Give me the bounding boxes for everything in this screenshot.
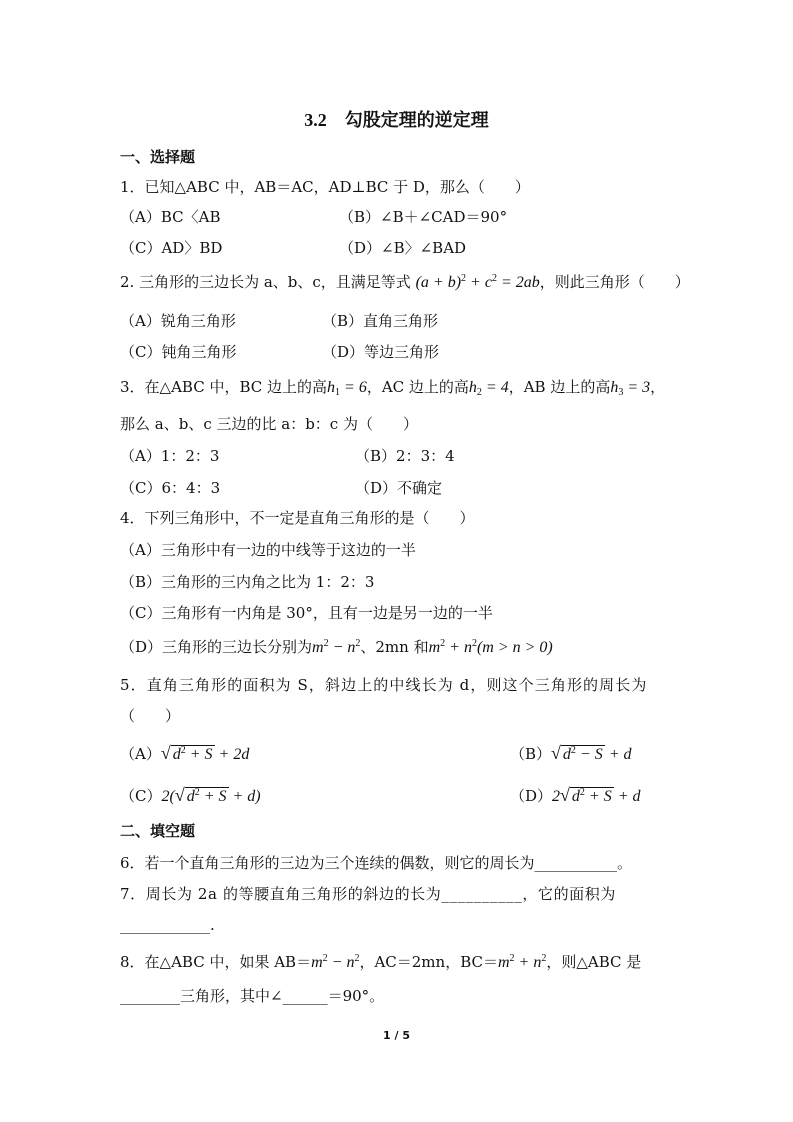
q3-option-d: （D）不确定 [355,479,443,497]
page-title [0,106,793,132]
q3-option-b: （B）2：3：4 [355,447,455,465]
q1-option-a: （A）BC〈AB [120,208,221,226]
q5-b-label: （B） [510,745,552,763]
q3-h1: $h_1 = 6$ [327,379,367,398]
q5-b-formula: √ $d^2 - S + d$ [551,743,632,763]
q8-p2: ，AC＝2mn，BC＝ [359,953,498,971]
q3-stem-line2: 那么 a、b、c 三边的比 a：b：c 为（ ） [120,415,418,433]
q8-line2: ________三角形，其中∠______＝90°。 [120,987,385,1005]
q1-option-c: （C）AD〉BD [120,239,223,257]
q4-d-formula1: $m^2 - n^2$ [312,638,361,656]
q5-d-label: （D） [510,787,553,805]
q1-option-b: （B）∠B＋∠CAD＝90° [339,208,508,226]
q8-line1 [120,952,641,973]
q4-d-pre: （D）三角形的三边长分别为 [120,638,313,656]
q3-h2: $h_2 = 4$ [468,379,509,398]
q3-option-c: （C）6：4：3 [120,479,221,497]
q3-part1: 3．在△ABC 中，BC 边上的高 [120,378,328,396]
q7-line1: 7．周长为 2a 的等腰直角三角形的斜边的长为__________，它的面积为 [120,885,616,903]
q2-option-b: （B）直角三角形 [322,312,439,330]
q5-paren: （ ） [120,707,181,725]
q8-p1: 8．在△ABC 中，如果 AB＝ [120,953,312,971]
q5-option-c [120,785,261,807]
q2-stem-pre: 2. 三角形的三边长为 a、b、c，且满足等式 [120,273,411,291]
q1-option-d: （D）∠B〉∠BAD [339,239,467,257]
q4-option-d [120,637,553,658]
q3-part3: ，AB 边上的高 [508,378,611,396]
q2-stem-post: ，则此三角形（ ） [539,273,690,291]
q8-p3: ，则△ABC 是 [546,953,642,971]
q4-option-a: （A）三角形中有一边的中线等于这边的一半 [120,541,416,559]
q7-line2: ____________. [120,916,215,934]
q4-option-b: （B）三角形的三内角之比为 1：2：3 [120,573,375,591]
q3-option-a: （A）1：2：3 [120,447,220,465]
q5-stem: 5．直角三角形的面积为 S，斜边上的中线长为 d，则这个三角形的周长为 [120,676,648,694]
section-choice-heading: 一、选择题 [120,148,196,166]
q8-formula1: $m^2 - n^2$ [311,953,360,971]
q5-c-label: （C） [120,787,162,805]
q2-stem [120,272,690,293]
q4-d-mid: 、2mn 和 [360,638,429,656]
q6-text: 6．若一个直角三角形的三边为三个连续的偶数，则它的周长为___________。 [120,854,633,872]
q4-d-formula2: $m^2 + n^2(m > n > 0)$ [428,638,553,656]
title-number: 3.2 [304,110,327,130]
q3-h3: $h_3 = 3$ [610,379,651,398]
q3-stem-line1 [120,377,665,398]
q5-a-formula: √ $d^2 + S + 2d$ [160,743,250,763]
q3-part4: ， [650,378,666,396]
q5-option-d [510,785,641,807]
q5-d-formula: 2√ $d^2 + S + d$ [552,785,641,805]
title-text: 勾股定理的逆定理 [344,110,489,131]
q2-option-d: （D）等边三角形 [322,343,440,361]
q1-stem: 1．已知△ABC 中，AB＝AC，AD⊥BC 于 D，那么（ ） [120,178,530,196]
q2-option-c: （C）钝角三角形 [120,343,237,361]
section-fill-heading: 二、填空题 [120,822,196,840]
q4-option-c: （C）三角形有一内角是 30°，且有一边是另一边的一半 [120,604,493,622]
q5-a-label: （A） [120,745,161,763]
q5-option-a [120,743,249,765]
q5-option-b [510,743,632,765]
q4-stem: 4．下列三角形中，不一定是直角三角形的是（ ） [120,509,475,527]
q5-c-formula: 2(√ $d^2 + S + d$) [161,785,261,805]
q3-part2: ，AC 边上的高 [366,378,469,396]
q2-option-a: （A）锐角三角形 [120,312,236,330]
q8-formula2: $m^2 + n^2$ [497,953,547,971]
q2-formula: $(a + b)^2 + c^2 = 2ab$ [415,273,540,291]
page-number: 1 / 5 [383,1029,410,1042]
